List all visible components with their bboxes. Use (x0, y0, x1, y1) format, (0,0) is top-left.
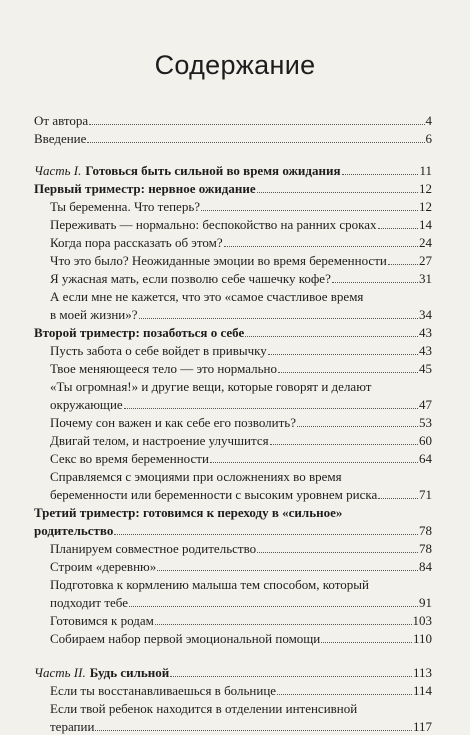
toc-entry (34, 324, 432, 341)
page-number: 14 (419, 217, 432, 232)
leader-dots (155, 623, 412, 625)
toc-entry-title: Что это было? Неожиданные эмоции во время беременности (50, 253, 387, 268)
page-number: 47 (419, 397, 432, 412)
leader-dots (157, 569, 418, 571)
page-number: 117 (412, 719, 432, 734)
toc-entry-title: Двигай телом, и настроение улучшится (50, 433, 269, 448)
page-number: 103 (412, 613, 432, 628)
toc-entry-title: Ты беременна. Что теперь? (50, 199, 201, 214)
toc-entry (34, 664, 432, 681)
page-number: 34 (419, 307, 432, 322)
toc-entry (50, 198, 432, 215)
page-number: 11 (419, 163, 432, 178)
leader-dots (210, 461, 418, 463)
page-number: 60 (419, 433, 432, 448)
toc-entry-title: Второй триместр: позаботься о себе (34, 325, 245, 340)
toc-entry (50, 288, 432, 305)
page-number: 31 (419, 271, 432, 286)
toc-entry (50, 558, 432, 575)
toc-entry (34, 130, 432, 147)
page-number: 12 (419, 181, 432, 196)
toc-entry (50, 306, 432, 323)
toc-entry (50, 342, 432, 359)
toc-entry (50, 432, 432, 449)
toc-entry (50, 486, 432, 503)
page-number: 78 (419, 523, 432, 538)
leader-dots (270, 443, 418, 445)
toc-entry-title: Собираем набор первой эмоциональной помощи (50, 631, 321, 646)
leader-dots (257, 551, 418, 553)
page-number: 110 (412, 631, 432, 646)
leader-dots (139, 317, 418, 319)
toc-entry-title: Введение (34, 131, 87, 146)
toc-entry (50, 270, 432, 287)
leader-dots (321, 641, 412, 643)
leader-dots (89, 123, 424, 125)
toc-entry-title: Почему сон важен и как себе его позволить? (50, 415, 296, 430)
page-number: 64 (419, 451, 432, 466)
leader-dots (332, 281, 418, 283)
page-number: 71 (419, 487, 432, 502)
leader-dots (278, 371, 418, 373)
page-title: Содержание (154, 50, 316, 80)
toc-entry (34, 522, 432, 539)
page-number: 84 (419, 559, 432, 574)
toc-entry (34, 112, 432, 129)
toc-entry (50, 682, 432, 699)
leader-dots (257, 191, 418, 193)
toc-entry-title: Если ты восстанавливаешься в больнице (50, 683, 277, 698)
toc-entry (50, 378, 432, 395)
toc-entry-title: Я ужасная мать, если позволю себе чашечку кофе? (50, 271, 331, 286)
page-number: 24 (419, 235, 432, 250)
toc-entry (50, 540, 432, 557)
toc-entry-title: Строим «деревню» (50, 559, 157, 574)
page-number: 113 (412, 665, 432, 680)
leader-dots (277, 693, 412, 695)
leader-dots (87, 141, 424, 143)
toc-entry-title: Секс во время беременности (50, 451, 209, 466)
leader-dots (201, 209, 418, 211)
toc-entry (50, 576, 432, 593)
toc-entry (50, 396, 432, 413)
leader-dots (114, 533, 418, 535)
toc-entry-title: окружающие (50, 397, 123, 412)
page-number: 78 (419, 541, 432, 556)
leader-dots (378, 227, 418, 229)
toc-entry (50, 612, 432, 629)
part-label: Часть I. (34, 163, 82, 178)
toc-entry-title: подходит тебе (50, 595, 128, 610)
leader-dots (378, 497, 418, 499)
toc-entry-title: Когда пора рассказать об этом? (50, 235, 223, 250)
toc-entry (50, 450, 432, 467)
part-label: Часть II. (34, 665, 86, 680)
toc-entry-title: Подготовка к кормлению малыша тем способом, который (50, 577, 369, 592)
toc-entry (50, 414, 432, 431)
page-number: 6 (425, 131, 432, 146)
toc-entry (50, 718, 432, 735)
toc-entry (50, 252, 432, 269)
toc-entry (50, 700, 432, 717)
page-number: 43 (419, 343, 432, 358)
toc-entry-title: «Ты огромная!» и другие вещи, которые говорят и делают (50, 379, 372, 394)
page-number: 27 (419, 253, 432, 268)
page-number: 45 (419, 361, 432, 376)
leader-dots (245, 335, 418, 337)
leader-dots (342, 173, 419, 175)
leader-dots (95, 729, 412, 731)
toc-entry (34, 504, 432, 521)
leader-dots (129, 605, 418, 607)
leader-dots (268, 353, 418, 355)
toc-entry-title: Готовимся к родам (50, 613, 154, 628)
toc-entry-title: Третий триместр: готовимся к переходу в «сильное» (34, 505, 343, 520)
toc-entry-title: в моей жизни»? (50, 307, 138, 322)
page-number: 43 (419, 325, 432, 340)
leader-dots (388, 263, 418, 265)
toc-entry (50, 234, 432, 251)
page-number: 114 (412, 683, 432, 698)
leader-dots (224, 245, 418, 247)
toc-entry-title: Пусть забота о себе войдет в привычку (50, 343, 267, 358)
page-number: 4 (425, 113, 432, 128)
toc-entry-title: Переживать — нормально: беспокойство на ранних сроках (50, 217, 377, 232)
toc-entry-title: От автора (34, 113, 89, 128)
toc-entry (50, 468, 432, 485)
toc-entry-title: Справляемся с эмоциями при осложнениях во время (50, 469, 342, 484)
toc-entry-title: Планируем совместное родительство (50, 541, 257, 556)
toc-entry-title: Первый триместр: нервное ожидание (34, 181, 256, 196)
toc-entry-title: родительство (34, 523, 114, 538)
page-number: 12 (419, 199, 432, 214)
toc-entry-title: А если мне не кажется, что это «самое счастливое время (50, 289, 364, 304)
toc-entry (34, 180, 432, 197)
toc-entry-title: терапии (50, 719, 95, 734)
toc-entry-title: беременности или беременности с высоким уровнем риска (50, 487, 378, 502)
toc-entry-title: Готовься быть сильной во время ожидания (85, 163, 341, 178)
leader-dots (124, 407, 418, 409)
toc-entry (50, 594, 432, 611)
toc-entry (50, 630, 432, 647)
leader-dots (297, 425, 418, 427)
toc-entry-title: Твое меняющееся тело — это нормально (50, 361, 277, 376)
page-number: 53 (419, 415, 432, 430)
toc-entry (50, 360, 432, 377)
leader-dots (170, 675, 412, 677)
page-number: 91 (419, 595, 432, 610)
toc-entry-title: Если твой ребенок находится в отделении интенсивной (50, 701, 358, 716)
toc-entry-title: Будь сильной (89, 665, 170, 680)
toc-entry (50, 216, 432, 233)
toc-entry (34, 162, 432, 179)
